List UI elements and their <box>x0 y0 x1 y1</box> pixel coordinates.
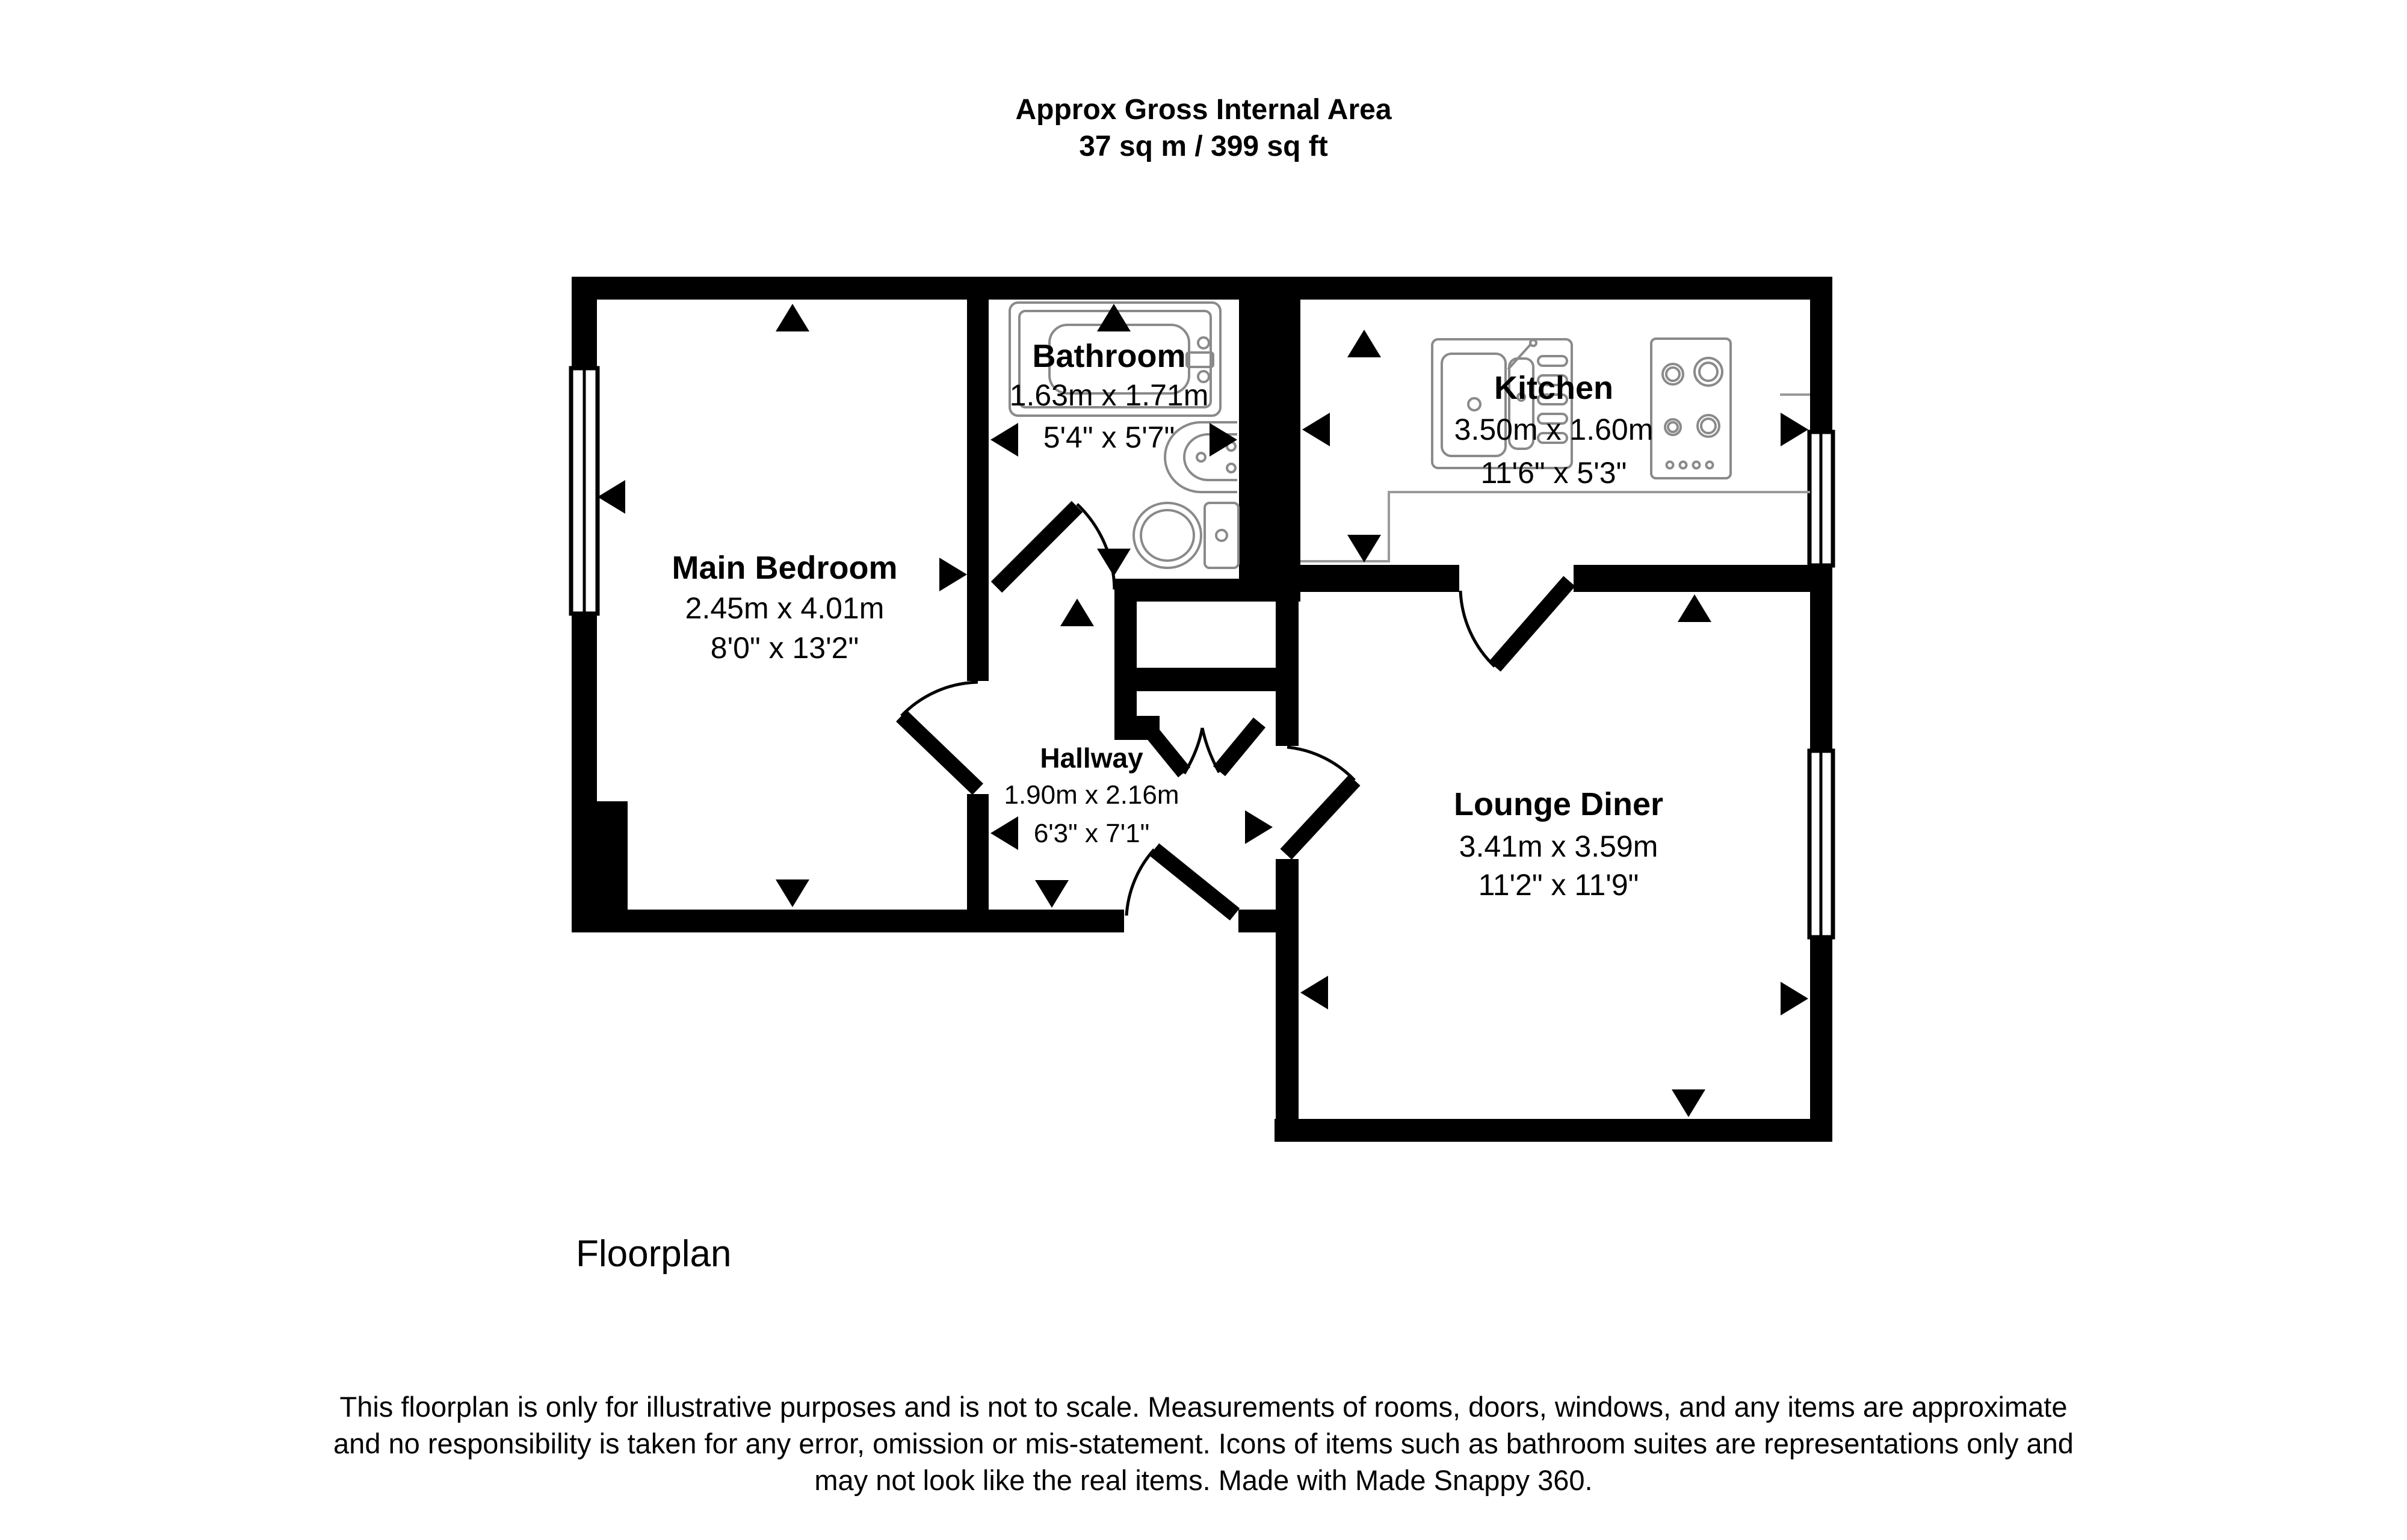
room-imperial: 11'6" x 5'3" <box>1480 456 1627 490</box>
direction-arrow <box>1060 599 1094 626</box>
floorplan-caption: Floorplan <box>576 1233 732 1275</box>
room-imperial: 8'0" x 13'2" <box>710 631 859 665</box>
direction-arrow <box>1781 982 1808 1015</box>
direction-arrow <box>776 879 809 907</box>
direction-arrow <box>1781 413 1808 446</box>
room-name: Kitchen <box>1494 370 1614 406</box>
front-door <box>1126 849 1235 916</box>
room-label-lounge-diner <box>1454 786 1663 902</box>
room-imperial: 5'4" x 5'7" <box>1043 420 1175 454</box>
direction-arrow <box>598 480 625 514</box>
disclaimer-line1: This floorplan is only for illustrative purposes and is not to scale. Measurements of rooms, doors, windows, and any items are approximate <box>339 1391 2068 1423</box>
room-name: Hallway <box>1040 742 1143 774</box>
direction-arrow <box>1672 1089 1705 1117</box>
disclaimer-line3: may not look like the real items. Made with Made Snappy 360. <box>814 1464 1593 1496</box>
header <box>1015 94 1391 162</box>
room-metric: 2.45m x 4.01m <box>685 591 885 625</box>
toilet-icon <box>1134 503 1238 568</box>
direction-arrow <box>1347 330 1381 357</box>
direction-arrow <box>1097 549 1131 576</box>
room-label-bathroom <box>1010 338 1209 454</box>
kitchen-door <box>1460 581 1569 667</box>
direction-arrow <box>1245 810 1273 844</box>
direction-arrow <box>1300 976 1328 1009</box>
room-imperial: 6'3" x 7'1" <box>1033 819 1150 848</box>
lounge-window <box>1809 751 1833 937</box>
room-label-hallway <box>1004 742 1179 848</box>
room-metric: 1.63m x 1.71m <box>1009 378 1209 412</box>
direction-arrow <box>990 423 1018 457</box>
room-label-main-bedroom <box>672 550 897 665</box>
lounge-door <box>1286 747 1355 854</box>
room-metric: 3.50m x 1.60m <box>1454 413 1654 446</box>
bedroom-window <box>571 368 598 614</box>
direction-arrow <box>1302 413 1330 446</box>
direction-arrow <box>1210 423 1237 457</box>
basin-icon <box>1165 422 1237 492</box>
kitchen-window <box>1809 432 1833 565</box>
direction-arrow <box>1035 880 1069 908</box>
direction-arrow <box>776 304 809 331</box>
direction-arrow <box>1097 304 1131 331</box>
cupboard-double-doors <box>1145 722 1259 774</box>
room-name: Bathroom <box>1032 338 1186 374</box>
header-line2: 37 sq m / 399 sq ft <box>1079 131 1328 162</box>
bathroom-door <box>996 504 1114 590</box>
bedroom-door <box>901 682 978 789</box>
room-label-kitchen <box>1454 370 1654 490</box>
direction-arrow <box>1678 594 1711 622</box>
room-imperial: 11'2" x 11'9" <box>1478 868 1639 902</box>
disclaimer-line2: and no responsibility is taken for any error, omission or mis-statement. Icons of items such as bathroom suites are representations only and <box>333 1428 2074 1459</box>
direction-arrow <box>939 558 967 591</box>
room-metric: 1.90m x 2.16m <box>1004 780 1179 810</box>
room-metric: 3.41m x 3.59m <box>1459 830 1658 863</box>
room-name: Main Bedroom <box>672 550 898 586</box>
kitchen-counter-line <box>1300 492 1810 561</box>
header-line1: Approx Gross Internal Area <box>1015 94 1392 126</box>
direction-arrow <box>1347 535 1381 562</box>
room-name: Lounge Diner <box>1454 786 1663 822</box>
direction-arrow <box>990 816 1018 850</box>
disclaimer <box>333 1391 2074 1496</box>
hob-icon <box>1651 339 1731 478</box>
